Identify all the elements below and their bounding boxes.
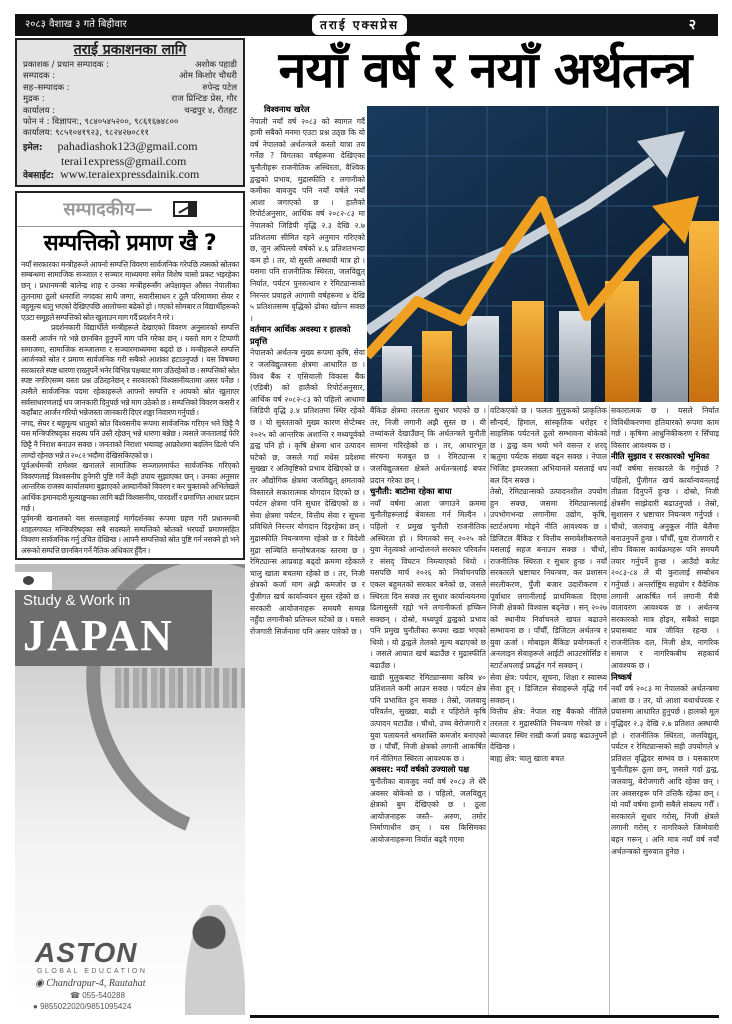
issue-date: २०८३ वैशाख ३ गते बिहीवार	[25, 19, 127, 30]
city-skyline-image	[115, 668, 245, 708]
article-paragraph: सेवा क्षेत्र: पर्यटन, सूचना, शिक्षा र स्वास्थ्य सेवा हुन् । डिजिटल सेवाहरूले वृद्धि गर्न सक्छन् ।	[490, 672, 607, 705]
article-column-3	[490, 405, 607, 1015]
masthead-row	[23, 83, 237, 94]
article-paragraph: वटिकएको छ । फलतः मुलुकको प्राकृतिक सौन्दर्य, हिमाल, सांस्कृतिक धरोहर र साहसिक पर्यटनले ठूलो सम्भावना बोकेको छ । द्वन्द्व कम भयो भने वसन्त र शरद् ऋतुमा पर्यटक संख्या बढ्न सक्छ । नेपाल भिजिट इयरजस्ता अभियानले यसलाई थप बल दिन सक्छ ।	[490, 406, 607, 485]
email-line	[23, 140, 237, 155]
ad-country: JAPAN	[23, 611, 174, 661]
masthead-row	[23, 94, 237, 105]
website-link[interactable]: www.teraiexpressdainik.com	[60, 166, 200, 181]
masthead-role: सम्पादक :	[23, 71, 56, 82]
article-headline: नयाँ वर्ष र नयाँ अर्थतन्त्र	[278, 41, 692, 99]
masthead-row	[23, 71, 237, 82]
masthead-person: चन्द्रपुर ४, रौतहट	[184, 105, 237, 116]
article-paragraph: सकारात्मक छ । यसले निर्यात विविधीकरणमा हतियारको रूपमा काम गर्छ । कृषिमा आधुनिकीकरण र सिँचाइ विस्तार आवश्यक छ ।	[611, 406, 719, 450]
article-column-4	[611, 405, 719, 1015]
article-column-1	[250, 104, 365, 1015]
editorial-paragraph: पूर्वमन्त्री खनालको यस सल्लाहलाई मार्गदर्शनका रूपमा ग्रहण गरी प्रधानमन्त्री शाहलगायत मन्त्रिपरिषद्का सबै सदस्यले सम्पत्तिको स्रोतको भरपर्दो प्रमाणसहित विवरण सार्वजनिक गर्नु उचित देखिन्छ । आफ्नै सम्पत्तिको स्रोत पुष्टि गर्न नसक्ने हो भने अरूको सम्पत्ति छानबिन गर्ने नैतिक अधिकार हुँदैन ।	[21, 514, 239, 555]
article-paragraph: नयाँ वर्षमा आशा जगाउने क्रममा चुनौतीहरूलाई बेवास्ता गर्न मिल्दैन । पहिलो र प्रमुख चुनौती राजनीतिक अस्थिरता हो । विगतको सन् २०२५ को युवा नेतृत्वको आन्दोलनले सरकार परिवर्तन र संसद् विघटन निम्त्याएको थियो । यसपछि मार्च २०२६ को निर्वाचनपछि एकल बहुमतको सरकार बनेको छ, जसले स्थिरता दिन सक्छ तर सुधार कार्यान्वयनमा ढिलासुस्ती रह्यो भने लगानीकर्ता हच्किन सक्छन् । दोस्रो, मध्यपूर्व द्वन्द्वको प्रभाव पनि प्रमुख चुनौतीका रूपमा खडा भएको थियो । यो द्वन्द्वले तेलको मूल्य बढाएको छ । जसले आयात खर्च बढाउँछ र मुद्रास्फीति बढाउँछ ।	[370, 498, 486, 671]
masthead-person: अशोक पहाडी	[195, 60, 237, 70]
editorial-body	[21, 260, 239, 557]
email-label: इमेल:	[23, 142, 43, 153]
editorial-box	[15, 191, 245, 561]
ad-mobile-text: 9855022020/9851095424	[40, 1002, 132, 1011]
email-link-2[interactable]: terai1express@gmail.com	[61, 153, 187, 168]
masthead-person: ओम किशोर चौधरी	[179, 71, 237, 82]
editorial-paragraph: नयाँ सरकारका मन्त्रीहरूले आफ्नो सम्पत्ति विवरण सार्वजनिक गरेपछि त्यसको स्रोतका सम्बन्धमा सामाजिक सञ्जाल र सञ्चार माध्यममा समेत विशेष चासो प्रकट भइरहेका छन् । प्रधानमन्त्री बालेन्द्र शाह र उनका मन्त्रीहरूसँग अपेक्षाकृत औसत नेपालीका तुलनामा ठूलो धनराशि नगदका साथै जग्गा, सवारीसाधन र ठूलै परिमाणमा सेयर र बहुमूल्य धातु भएको देखिएपछि आलोचना बढेको हो । गएको सोमबार त विद्यार्थीहरूको एउटा समूहले सम्पत्तिको स्रोत खुलाउन माग गर्दै प्रदर्शन नै गरे ।	[21, 259, 239, 322]
masthead-role: कार्यालय :	[23, 105, 56, 116]
article-subheading: निष्कर्ष	[611, 671, 632, 682]
website-label: वेबसाईट:	[23, 170, 55, 181]
article-paragraph: चुनौतीका बावजुद नयाँ वर्ष २०८३ ले धेरै अवसर बोकेको छ । पहिलो, जलविद्युत् क्षेत्रको बुम देखिएको छ । ठूला आयोजनाहरू जस्तै– अरुण, तमोर निर्माणाधीन छन् । यस किसिमका आयोजनाहरूमा निर्यात बढ्दै गएमा	[370, 777, 486, 844]
article-column-2	[370, 405, 486, 1015]
aston-logo: ASTON	[35, 937, 138, 968]
article-paragraph: बाह्य क्षेत्र: चालु खाता बचत	[490, 753, 565, 763]
masthead-box	[15, 38, 245, 187]
editorial-headline: सम्पत्तिको प्रमाण खै ?	[43, 230, 217, 256]
masthead-role: प्रकाशक / प्रधान सम्पादक :	[23, 60, 109, 70]
ad-tagline: Study & Work in	[23, 592, 131, 610]
article-paragraph: बैंकिङ क्षेत्रमा तरलता सुधार भएको छ । तर, निजी लगानी अझै सुस्त छ । यी तथ्यांकले देखाउँछन् कि अर्थतन्त्रले चुनौती सामना गरिरहेको छ । तर, आधारभूत संरचना मजबुत छ । रेमिट्यान्स र जलविद्युत्जस्ता क्षेत्रले अर्थतन्त्रलाई बफर प्रदान गरेका छन् ।	[370, 406, 486, 485]
japan-flag-icon	[15, 572, 52, 590]
article-paragraph: वित्तीय क्षेत्र: नेपाल राष्ट्र बैंकको नीतिले तरलता र मुद्रास्फीति नियन्त्रण गरेको छ । ब्याजदर स्थिर राखी कर्जा प्रवाह बढाउनुपर्ने देखिन्छ ।	[490, 707, 607, 752]
column-divider	[609, 405, 610, 1015]
article-paragraph: नयाँ वर्षमा सरकारले के गर्नुपर्छ ? पहिलो, पुँजीगत खर्च कार्यान्वयनलाई तीव्रता दिनुपर्ने हुन्छ । दोस्रो, निजी क्षेत्रसँग साझेदारी बढाउनुपर्छ । तेस्रो, सुशासन र भ्रष्टाचार नियन्त्रण गर्नुपर्छ । चौथो, जलवायु अनुकूल नीति बेलैमा बनाउनुपर्ने हुन्छ । पाँचौँ, युवा रोजगारी र सीप विकास कार्यक्रमहरू पनि समयमै तयार गर्नुपर्ने हुन्छ । आउँदो बजेट २०८३-८४ ले यी कुरालाई सम्बोधन गर्नुपर्छ । अन्तर्राष्ट्रिय सहयोग र वैदेशिक लगानी आकर्षित गर्न लगानी मैत्री वातावरण आवश्यक छ । अर्थतन्त्र सरकारको मात्र होइन, सबैको साझा प्रयासबाट मात्र जीवित रहन्छ । राजनीतिक दल, निजी क्षेत्र, नागरिक समाज र नागरिकबीच सहकार्य आवश्यक छ ।	[611, 463, 719, 671]
article-subheading: नीति सुझाव र सरकारको भूमिका	[611, 451, 710, 462]
ad-phone-text: 055-540288	[82, 991, 125, 1000]
email-link-1[interactable]: pahadiashok123@gmail.com	[57, 138, 198, 153]
article-paragraph: नेपालको अर्थतन्त्र मुख्य रूपमा कृषि, सेवा र जलविद्युत्जस्ता क्षेत्रमा आधारित छ । विश्व बैंक र एसियाली विकास बैंक (एडिबी) को हालैको रिपोर्टअनुसार, आर्थिक वर्ष २०८२-८३ को पहिलो आधामा जिडिपी वृद्धि ३.४ प्रतिशतमा स्थिर रहेको छ । यो सुस्तताको मुख्य कारण सेप्टेम्बर २०२५ को आन्तरिक अशान्ति र मध्यपूर्वको द्वन्द्व पनि हो । कृषि क्षेत्रमा धान उत्पादन घटेको छ, जसले गर्दा मधेस प्रदेशमा सुख्खा र अतिवृष्टिको प्रभाव देखिएको छ । तर औद्योगिक क्षेत्रमा जलविद्युत् क्षमताको विस्तारले सकारात्मक योगदान दिएको छ । पर्यटन क्षेत्रमा पनि सुधार देखिएको छ । सेवा क्षेत्रमा पर्यटन, वित्तीय सेवा र सूचना प्रविधिले निरन्तर योगदान दिइरहेका छन् । मुद्रास्फीति नियन्त्रणमा रहेको छ र विदेशी मुद्रा सञ्चिति सन्तोषजनक स्तरमा छ । रेमिट्यान्स आप्रवाह बढ्दो क्रममा रहेकाले चालु खाता बचतमा रहेको छ । तर, निजी क्षेत्रको कर्जा माग अझै कमजोर छ र पुँजीगत खर्च कार्यान्वयन सुस्त रहेको छ । सरकारी आयोजनाहरू समयमै सम्पन्न नहुँदा लगानीको प्रतिफल घटेको छ । यसले रोजगारी सिर्जनामा पनि असर पारेको छ ।	[250, 348, 365, 636]
article-subheading: वर्तमान आर्थिक अवस्था र हालको प्रवृत्ति	[250, 324, 351, 346]
column-divider	[488, 405, 489, 1015]
masthead-row	[23, 106, 237, 117]
masthead-title: तराई प्रकाशनका लागि	[73, 42, 187, 58]
ad-address	[35, 977, 145, 990]
masthead-role: मुद्रक :	[23, 94, 45, 105]
mobile-icon: ●	[33, 1002, 41, 1011]
pen-icon	[173, 201, 197, 217]
ad-phone	[70, 991, 125, 1001]
editorial-label-row	[17, 193, 243, 227]
article-subheading: अवसर: नयाँ वर्षको उज्यालो पक्ष	[370, 764, 470, 775]
website-line	[23, 168, 237, 183]
ad-address-text: Chandrapur-4, Rautahat	[46, 978, 146, 989]
phone-icon: ☎	[70, 991, 83, 1000]
article-subheading: चुनौती: बाटोमा रहेका बाधा	[370, 486, 452, 497]
phone-line: फोन नं : विज्ञापन:, ९८४०५४५२००, ९८६१६७४८००	[23, 117, 179, 128]
masthead-row	[23, 60, 237, 71]
masthead-person: रुपेन्द्र पटेल	[202, 82, 237, 93]
ad-subbrand: GLOBAL EDUCATION	[37, 968, 148, 975]
editorial-paragraph: पूर्वअर्थमन्त्री रामेश्वर खनालले सामाजिक सञ्जालमार्फत सार्वजनिक गरिएको विवरणलाई विश्वसनीय हुनेगरी पुष्टि गर्ने केही उपाय सुझाएका छन् । उनका अनुसार आन्तरिक राजस्व कार्यालयमा बुझाएको आम्दानीको विवरण र कर चुक्ताको अभिलेखले आर्थिक इमानदारी मूल्याङ्कनका लागि बढी विश्वसनीय, पारदर्शी र प्रमाणित आधार प्रदान गर्छ ।	[21, 461, 239, 513]
location-pin-icon: ◉	[35, 978, 47, 989]
editorial-label: सम्पादकीय—	[63, 199, 153, 221]
article-byline: विश्वनाथ खरेल	[264, 104, 310, 114]
article-paragraph: तेस्रो, रेमिट्यान्सको उत्पादनशील उपयोग हुन सक्छ, जसमा रेमिट्यान्सलाई उपभोगभन्दा लगानीमा उद्योग, कृषि, स्टार्टअपमा मोड्ने नीति आवश्यक छ । डिजिटल बैंकिङ र वित्तीय समावेशीकरणले यसलाई सहज बनाउन सक्छ । चौथो, राजनीतिक स्थिरता र सुधार हुन्छ । नयाँ सरकारले भ्रष्टाचार नियन्त्रण, कर प्रशासन सरलीकरण, पुँजी बजार उदारीकरण र पूर्वाधार लगानीलाई प्राथमिकता दिएमा निजी क्षेत्रको विश्वास बढ्नेछ । सन् २०२७ को स्थानीय निर्वाचनले खपत बढाउने सम्भावना छ । पाँचौँ, डिजिटल अर्थतन्त्र र युवा ऊर्जा । मोबाइल बैंकिङ प्रयोगकर्ता र अनलाइन सेवाहरूले आईटी आउटसोर्सिङ र स्टार्टअपलाई प्रवर्द्धन गर्न सक्छन् ।	[490, 487, 607, 671]
study-japan-advertisement	[15, 564, 245, 1015]
editorial-paragraph: प्रदर्शनकारी विद्यार्थीले मन्त्रीहरूले देखाएको विवरण अनुसारको सम्पत्ति कसरी आर्जन गरे भन्ने छानबिन हुनुपर्ने माग पनि गरेका छन् । यस्तो माग र टिप्पणी समाजमा, सामाजिक सञ्जालमा र सञ्चारमाध्यममा बढ्दो छ । मन्त्रीहरूले सम्पत्ति आर्जनको स्रोत र प्रमाण सार्वजनिक गरी सबैको आशंका हटाउनुपर्छ । यस विषयमा सरकारले स्पष्ट धारणा राख्नुपर्ने भनेर विभिन्न पक्षबाट माग उठिरहेको छ । सम्पत्तिको स्रोत स्पष्ट नगरिएसम्म यस्ता प्रश्न उठिरहनेछन् र सरकारको विश्वसनीयतामा असर पर्नेछ । त्यसैले सार्वजनिक पदमा रहेकाहरूले आफ्नो सम्पत्ति र आयको स्रोत खुलाएर सर्वसाधारणलाई थप जानकारी दिनुपर्छ भन्ने माग उठेको छ । सम्पत्तिको विवरण कसरी र कहाँबाट आर्जन गरियो भन्नेजस्ता जानकारी दिएर शङ्का निवारण गर्नुपर्छ ।	[21, 323, 239, 418]
article-paragraph: नेपाली नयाँ वर्ष २०८३ को स्वागत गर्दै हामी सबैको मनमा एउटा प्रश्न उठ्छ कि यो वर्ष नेपालको अर्थतन्त्रले कस्तो यात्रा तय गर्नेछ ? विगतका वर्षहरूमा देखिएका चुनौतीहरू राजनीतिक अस्थिरता, वैश्विक द्वन्द्वको प्रभाव, मुद्रास्फीति र लगानीको कमीका बावजुद पनि नयाँ वर्षले नयाँ आशा जगाएको छ । हालैको रिपोर्टअनुसार, आर्थिक वर्ष २०८२-८३ मा नेपालको जिडिपी वृद्धि २.३ देखि २.७ प्रतिशतमा सीमित रहने अनुमान गरिएको छ, जुन अघिल्लो वर्षको ४.६ प्रतिशतभन्दा कम हो । तर, यो सुस्ती अस्थायी मात्र हो । यसमा पनि राजनीतिक स्थिरता, जलविद्युत् निर्यात, पर्यटन पुनरुत्थान र रेमिट्यान्सको निरन्तर प्रवाहले आगामी वर्षहरूमा ४ देखि ५ प्रतिशतसम्म वृद्धिको ढोका खोल्न सक्छ ।	[250, 116, 365, 323]
economic-growth-image	[367, 106, 719, 402]
article-paragraph: नयाँ वर्ष २०८३ मा नेपालको अर्थतन्त्रमा आशा छ । तर, यो आशा यथार्थपरक र प्रयासमा आधारित हुनुपर्छ । हालको मूल वृद्धिदर २.३ देखि २.७ प्रतिशत अस्थायी हो । राजनीतिक स्थिरता, जलविद्युत्, पर्यटन र रेमिट्यान्सको सही उपयोगले ४ प्रतिशत वृद्धिदर सम्भव छ । यसकारण चुनौतीहरू ठूला छन्, जसले गर्दा द्वन्द्व, जलवायु, बेरोजगारी आदि रहेका छन् । तर अवसरहरू पनि उत्तिकै रहेका छन् । यो नयाँ वर्षमा हामी सबैले संकल्प गरौँ । सरकारले सुधार गरोस्, निजी क्षेत्रले लगानी गरोस् र नागरिकले जिम्मेवारी बहन गरून् । अनि मात्र नयाँ वर्ष नयाँ अर्थतन्त्रको सुरुवात हुनेछ ।	[611, 684, 719, 856]
page-number: २	[688, 17, 696, 33]
left-column	[15, 38, 245, 1015]
masthead-person: राज प्रिन्टिङ प्रेस, गौर	[171, 94, 237, 105]
masthead-role: सह–सम्पादक :	[23, 82, 70, 93]
date-bar	[15, 14, 250, 36]
article-paragraph: खाडी मुलुकबाट रेमिट्यान्समा करिब ४० प्रतिशतले कमी आउन सक्छ । पर्यटन क्षेत्र पनि प्रभावित हुन सक्छ । तेस्रो, जलवायु परिवर्तन, सुख्खा, बाढी र पहिरोले कृषि उत्पादन घटाउँछ । चौथो, उच्च बेरोजगारी र युवा पलायनले श्रमशक्ति कमजोर बनाएको छ । पाँचौँ, निजी क्षेत्रको लगानी आकर्षित गर्न नीतिगत स्थिरता आवश्यक छ ।	[370, 672, 486, 763]
editorial-paragraph: नगद, सेयर र बहुमूल्य धातुको स्रोत विश्वसनीय रूपमा सार्वजनिक गरिएन भने छिट्टै नै यस मन्त्रिपरिषद्का सदस्य पनि उस्तै रहेछन् भन्ने धारणा बन्नेछ । त्यसले जनतालाई फेरि छिट्टै नै निराश बनाउन सक्छ । जनताको निराशा भयावह आक्रोशमा बदलिन ढिलो पनि लाग्दो रहेनछ भन्ने त २०८२ भदौमा देखिसकिएको छ ।	[21, 418, 239, 460]
page-bottom-rule	[250, 1015, 719, 1018]
student-photo	[185, 905, 245, 1015]
ad-mobile	[33, 1002, 131, 1012]
office-phone-line: कार्यालय: ९८५१०४१९२३, ९८२४२७०८११	[23, 128, 149, 139]
newspaper-name: तराई एक्सप्रेस	[312, 15, 407, 35]
page-header-bar	[250, 14, 718, 36]
